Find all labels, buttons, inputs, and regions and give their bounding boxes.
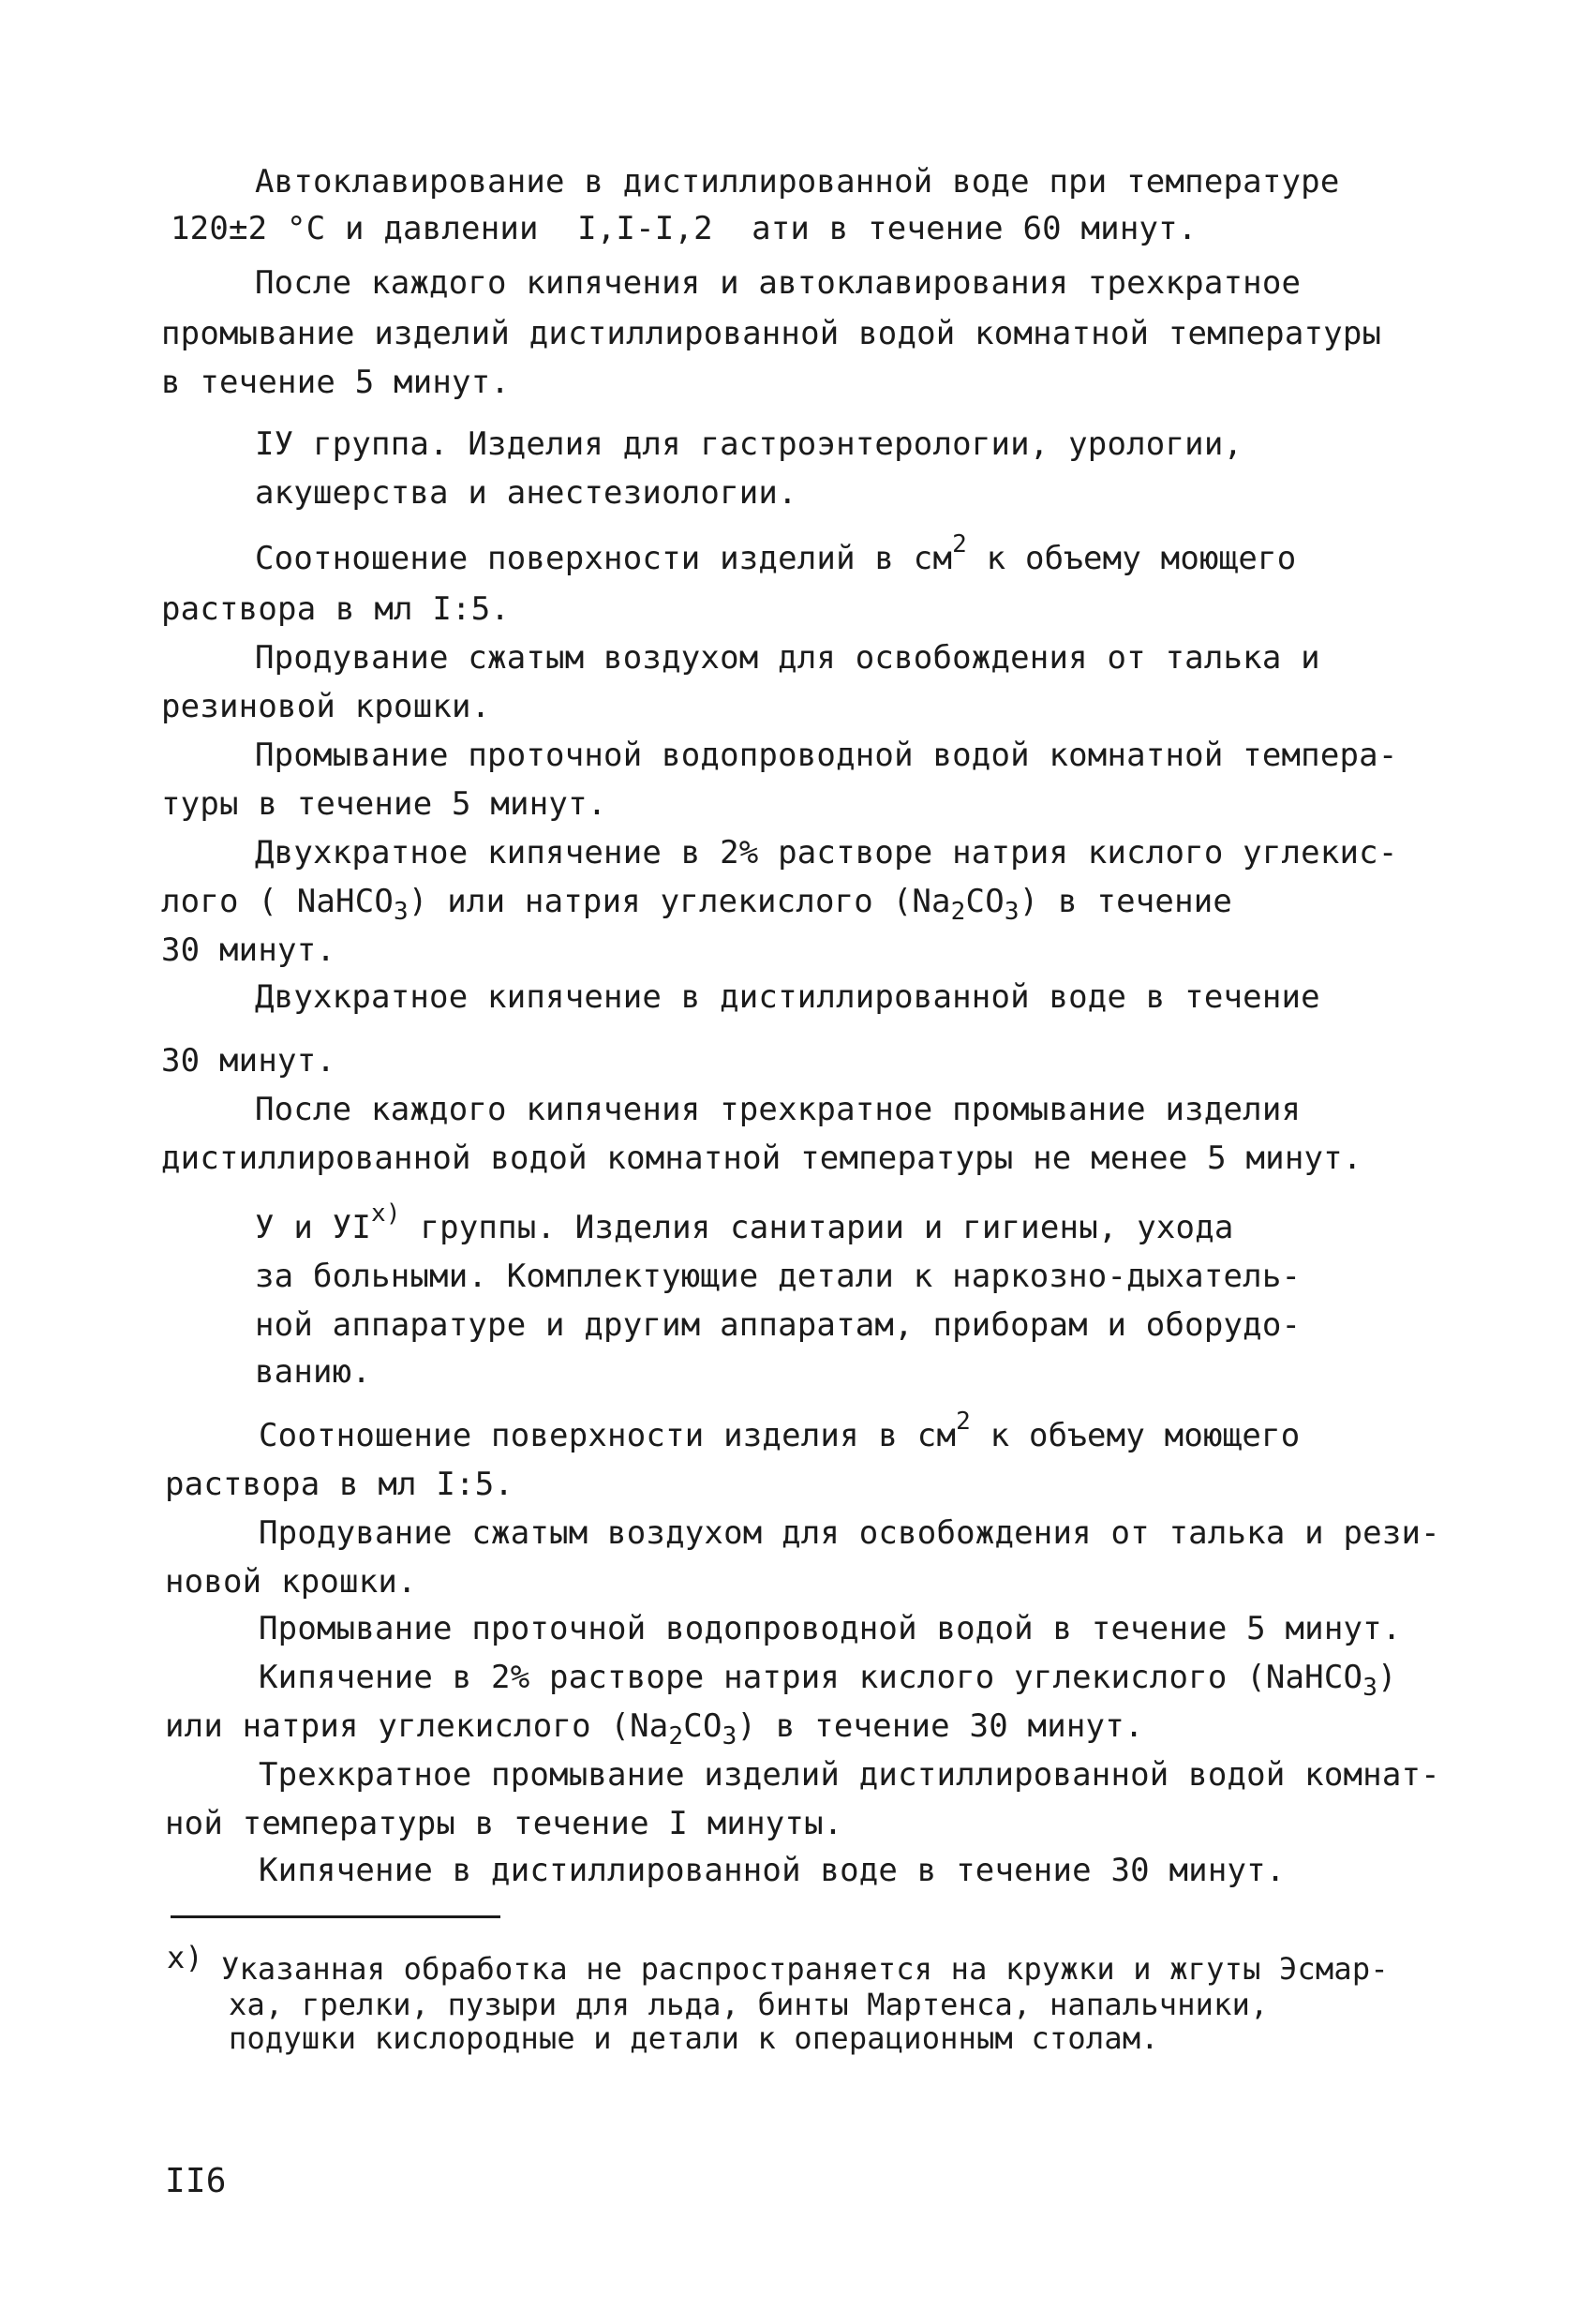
- paragraph-line: 30 минут.: [161, 931, 336, 969]
- footnote-marker: х): [167, 1940, 203, 1975]
- footnote-ref: х): [371, 1199, 401, 1228]
- footnote-line: Указанная обработка не распространяется на кружки и жгуты Эсмар-: [221, 1951, 1389, 1987]
- paragraph-line: 120±2 °С и давлении I,I-I,2 ати в течение 60 минут.: [171, 210, 1198, 247]
- subscript: 2: [668, 1722, 684, 1750]
- subscript: 3: [394, 898, 409, 926]
- paragraph-line: дистиллированной водой комнатной температуры не менее 5 минут.: [161, 1140, 1362, 1177]
- paragraph-line: Продувание сжатым воздухом для освобождения от талька и: [255, 639, 1320, 677]
- paragraph-line: лого ( NaHCO$_3$) или натрия углекислого $(Na_2CO_3)$ в течение: [161, 883, 1233, 926]
- paragraph-line: раствора в мл I:5.: [161, 590, 511, 628]
- section-heading: ной аппаратуре и другим аппаратам, приборам и оборудо-: [255, 1306, 1302, 1344]
- paragraph-line: туры в течение 5 минут.: [161, 785, 607, 823]
- section-heading: акушерства и анестезиологии.: [255, 474, 797, 512]
- paragraph-line: новой крошки.: [165, 1563, 417, 1601]
- paragraph-line: Двухкратное кипячение в 2% растворе натрия кислого углекис-: [255, 834, 1398, 872]
- superscript: 2: [956, 1408, 971, 1436]
- paragraph-line: Соотношение поверхности изделия в $см^2$ к объему моющего: [259, 1408, 1301, 1454]
- page-number: II6: [165, 2162, 227, 2200]
- subscript: 3: [1004, 898, 1020, 926]
- superscript: 2: [952, 530, 967, 559]
- paragraph-line: резиновой крошки.: [161, 688, 491, 725]
- paragraph-line: в течение 5 минут.: [161, 364, 511, 401]
- paragraph-line: промывание изделий дистиллированной водой комнатной температуры: [161, 315, 1382, 352]
- footnote-divider: [171, 1915, 500, 1918]
- subscript: 2: [950, 898, 966, 926]
- footnote-line: ха, грелки, пузыри для льда, бинты Мартенса, напальчники,: [229, 1987, 1269, 2022]
- section-heading: ванию.: [255, 1353, 372, 1391]
- subscript: 3: [1362, 1674, 1378, 1702]
- paragraph-line: Автоклавирование в дистиллированной воде при температуре: [255, 163, 1340, 201]
- paragraph-line: Промывание проточной водопроводной водой в течение 5 минут.: [259, 1610, 1402, 1647]
- footnote-line: подушки кислородные и детали к операционным столам.: [229, 2020, 1159, 2056]
- paragraph-line: или натрия углекислого $(Na_2CO_3)$ в течение 30 минут.: [165, 1707, 1144, 1750]
- section-heading: IУ группа. Изделия для гастроэнтерологии, урологии,: [255, 425, 1243, 463]
- paragraph-line: Промывание проточной водопроводной водой комнатной темпера-: [255, 737, 1398, 774]
- paragraph-line: ной температуры в течение I минуты.: [165, 1805, 843, 1842]
- paragraph-line: Двухкратное кипячение в дистиллированной воде в течение: [255, 978, 1320, 1016]
- paragraph-line: Соотношение поверхности изделий в $см^2$ к объему моющего: [255, 530, 1297, 577]
- paragraph-line: Кипячение в 2% растворе натрия кислого углекислого (NaHCO$_3$): [259, 1659, 1397, 1702]
- paragraph-line: Продувание сжатым воздухом для освобождения от талька и рези-: [259, 1514, 1440, 1552]
- paragraph-line: Трехкратное промывание изделий дистиллированной водой комнат-: [259, 1756, 1440, 1794]
- paragraph-line: После каждого кипячения и автоклавирования трехкратное: [255, 264, 1302, 302]
- subscript: 3: [722, 1722, 737, 1750]
- paragraph-line: раствора в мл I:5.: [165, 1466, 514, 1503]
- paragraph-line: После каждого кипячения трехкратное промывание изделия: [255, 1091, 1302, 1128]
- paragraph-line: 30 минут.: [161, 1042, 336, 1080]
- paragraph-line: Кипячение в дистиллированной воде в течение 30 минут.: [259, 1852, 1286, 1889]
- section-heading: за больными. Комплектующие детали к наркозно-дыхатель-: [255, 1258, 1302, 1295]
- section-heading: У и $УI^{х)}$ группы. Изделия санитарии и гигиены, ухода: [255, 1199, 1234, 1246]
